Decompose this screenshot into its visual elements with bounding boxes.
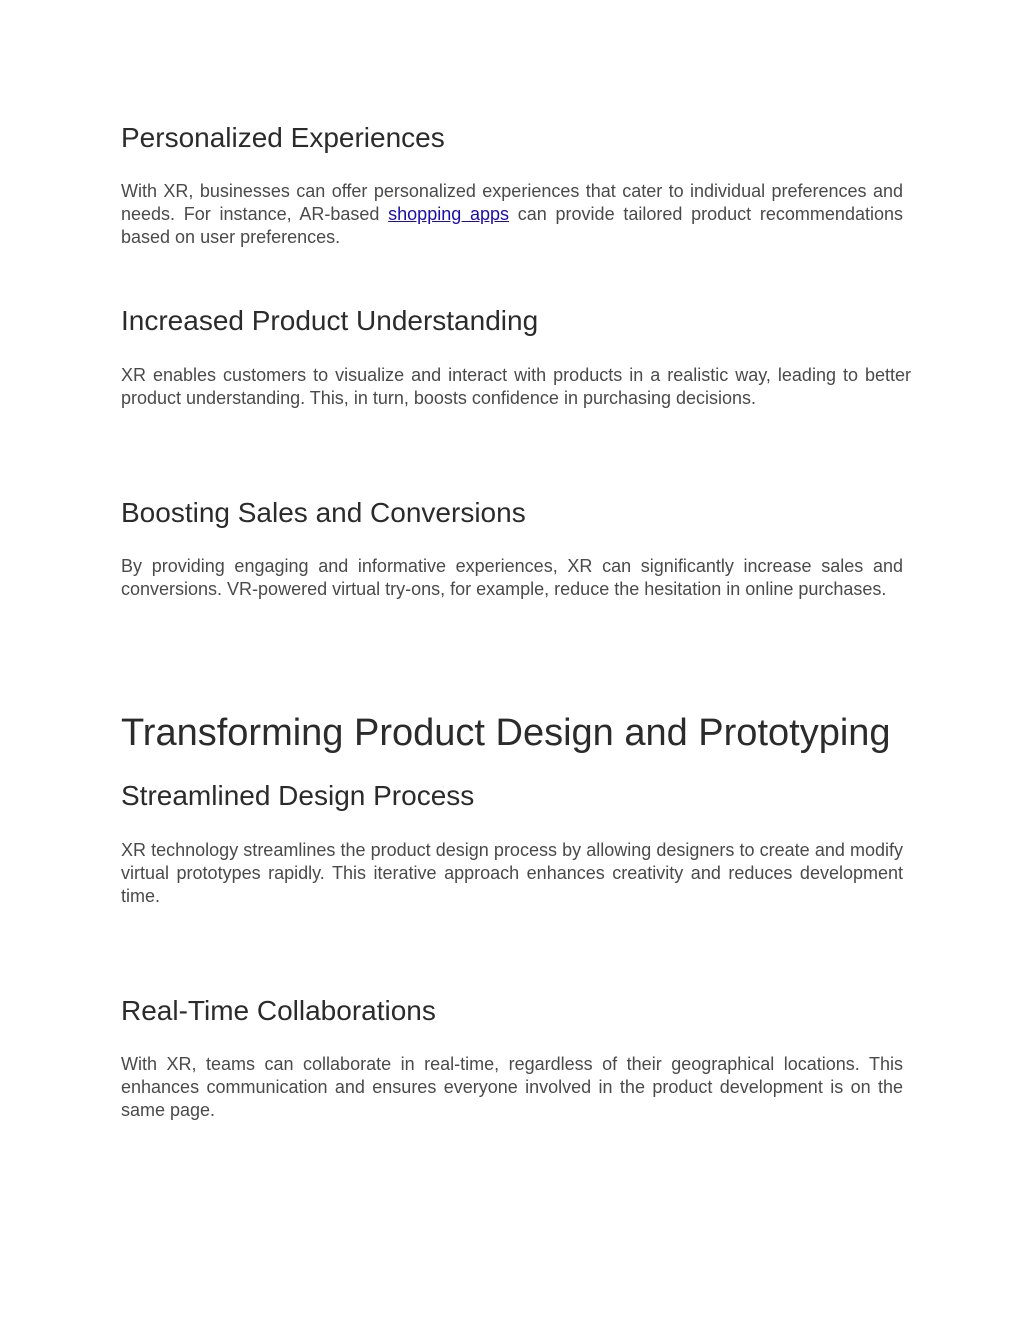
- paragraph-personalized-experiences: [121, 180, 903, 249]
- heading-boosting-sales: Boosting Sales and Conversions: [121, 497, 526, 528]
- heading-personalized-experiences: Personalized Experiences: [121, 122, 445, 153]
- paragraph-streamlined-design-process: XR technology streamlines the product design process by allowing designers to create and modify virtual prototypes rapidly. This iterative approach enhances creativity and reduces development time.: [121, 840, 903, 906]
- paragraph-boosting-sales: By providing engaging and informative experiences, XR can significantly increase sales and conversions. VR-powered virtual try-ons, for example, reduce the hesitation in online purchases.: [121, 556, 903, 599]
- paragraph-real-time-collaborations: With XR, teams can collaborate in real-time, regardless of their geographical locations. This enhances communication and ensures everyone involved in the product development is on the same page.: [121, 1054, 903, 1120]
- paragraph-text: can provide tailored product recommendations based on user preferences.: [121, 204, 903, 247]
- heading-real-time-collaborations: Real-Time Collaborations: [121, 995, 436, 1026]
- heading-streamlined-design-process: Streamlined Design Process: [121, 780, 475, 811]
- paragraph-text: With XR, businesses can offer personalized experiences that cater to individual preferences and needs. For instance, AR-based: [121, 181, 903, 224]
- heading-increased-product-understanding: Increased Product Understanding: [121, 305, 539, 336]
- paragraph-increased-product-understanding: XR enables customers to visualize and interact with products in a realistic way, leading to better product understanding. This, in turn, boosts confidence in purchasing decisions.: [121, 365, 911, 408]
- heading-transforming-product-design: Transforming Product Design and Prototyping: [121, 712, 891, 754]
- shopping-apps-link[interactable]: shopping apps: [388, 204, 510, 224]
